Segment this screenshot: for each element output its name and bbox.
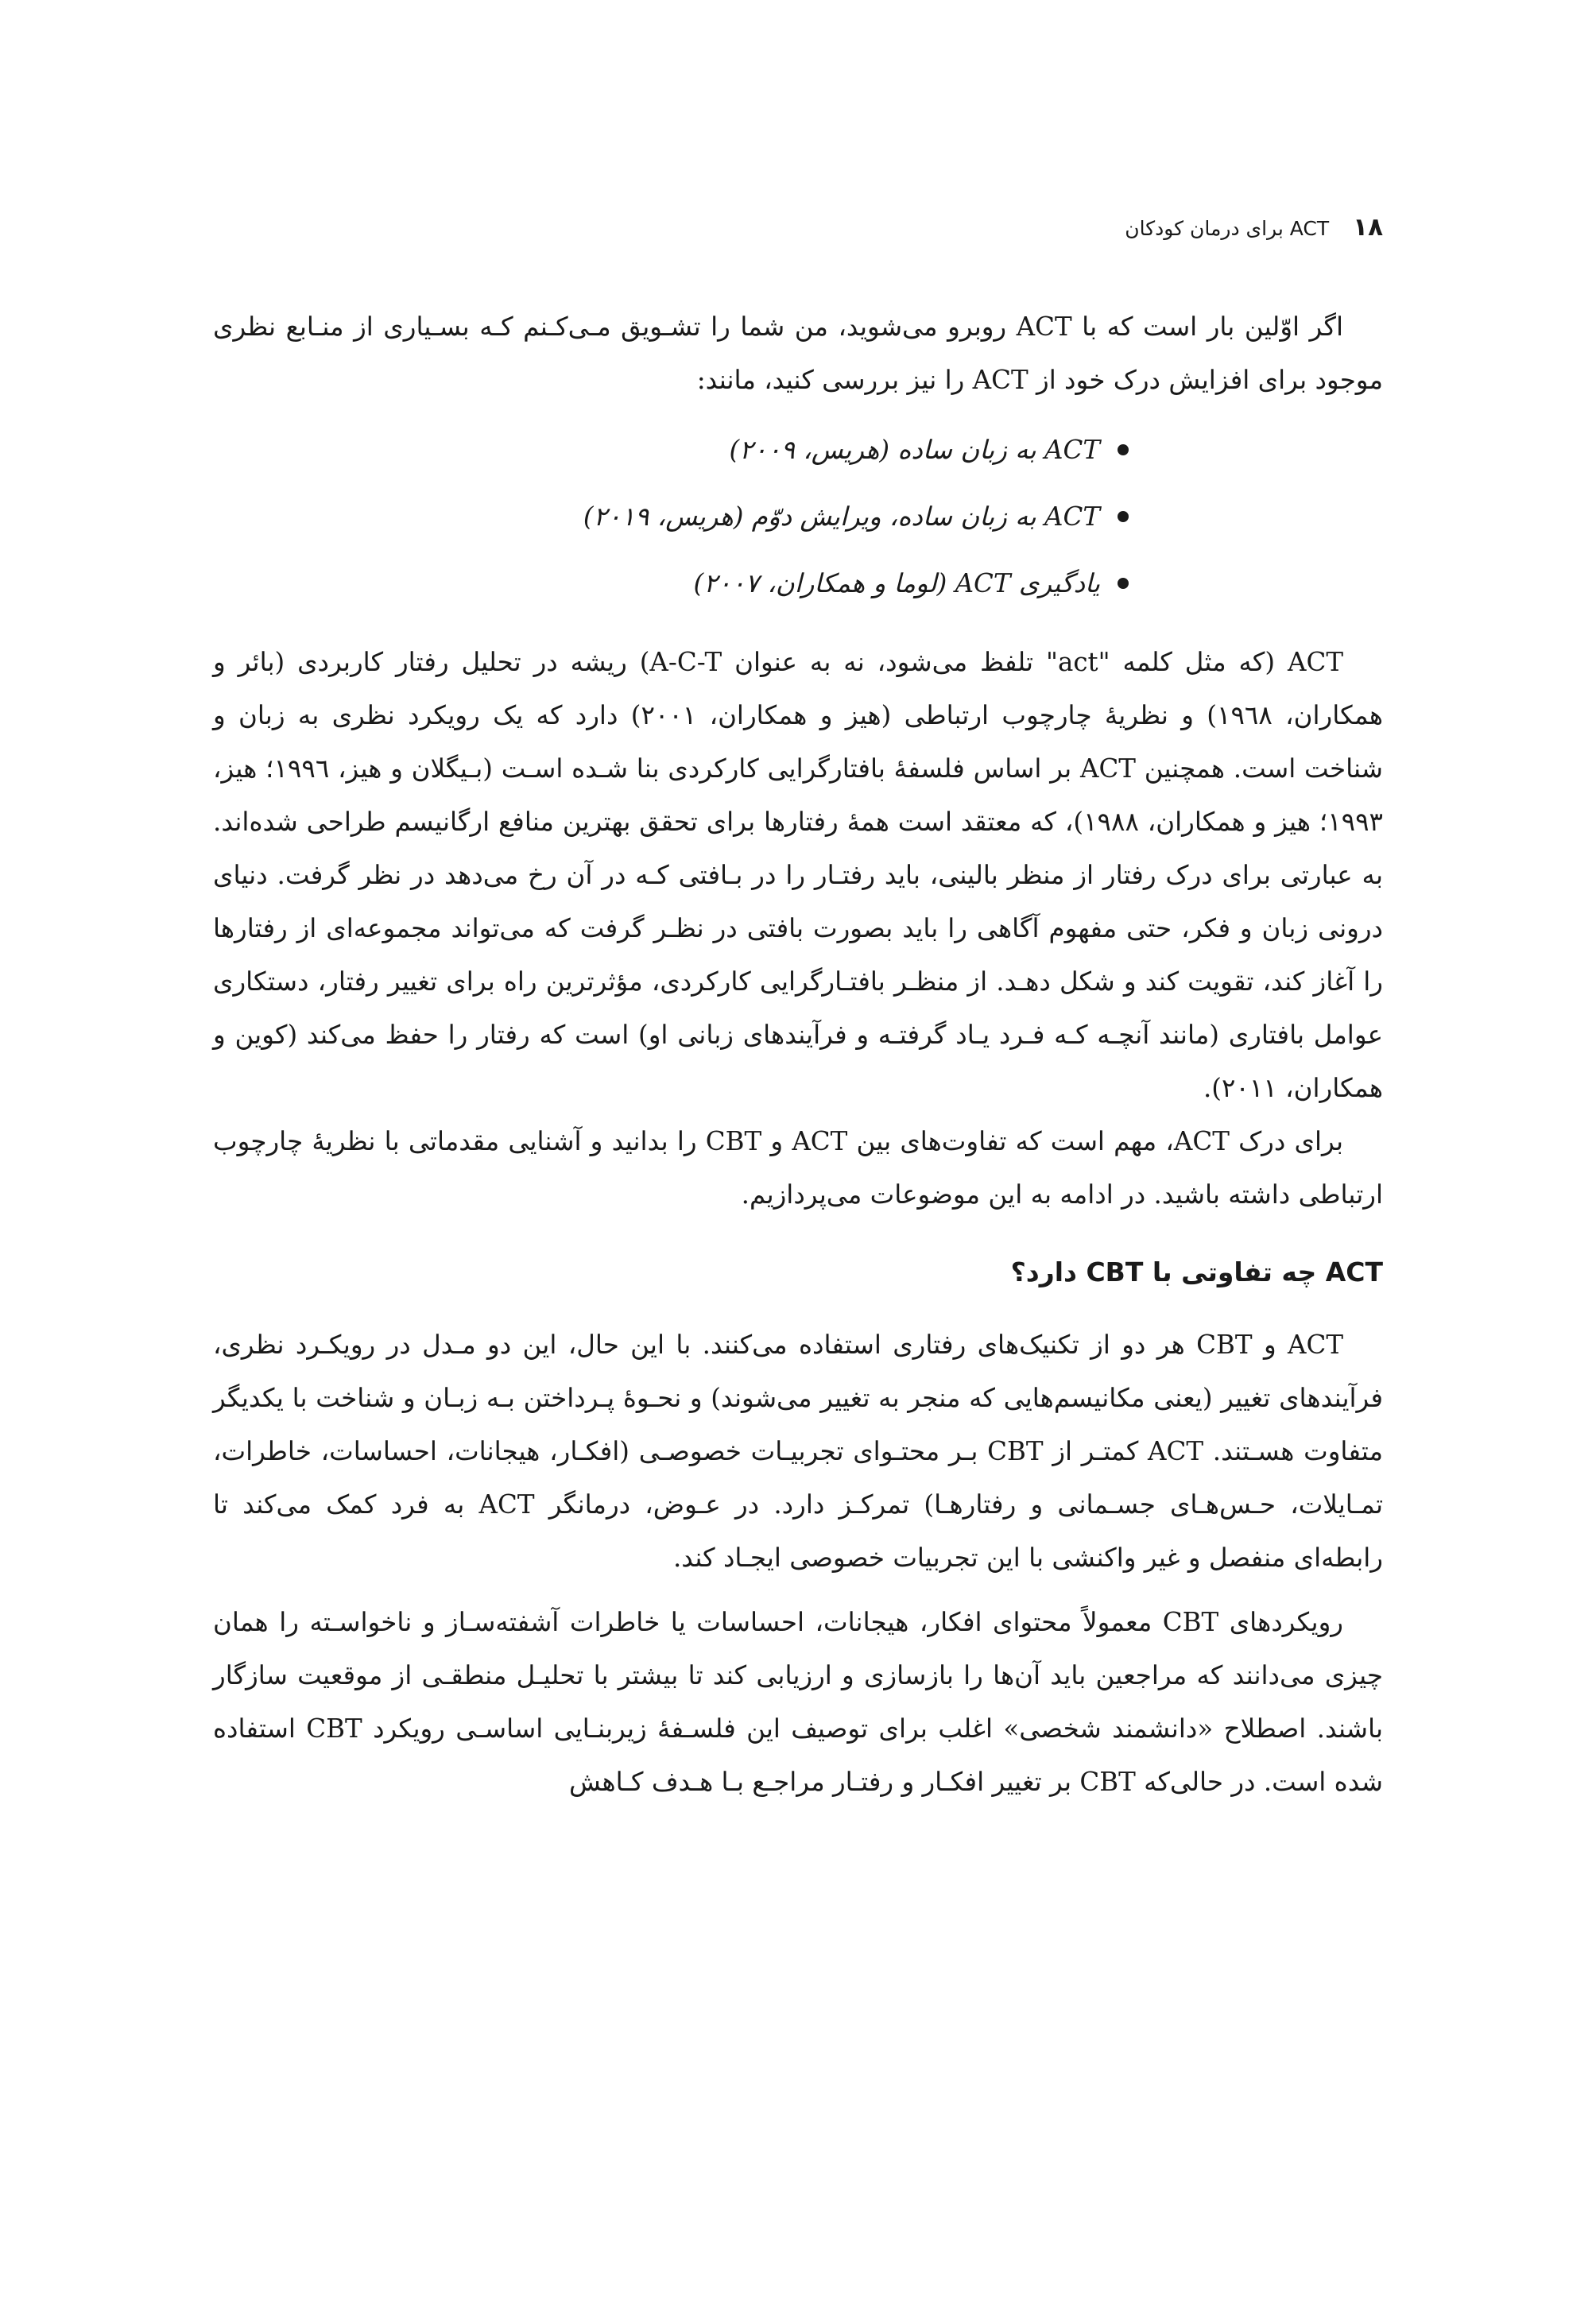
page-number: ۱۸ bbox=[1353, 213, 1383, 242]
act-origins-paragraph: ACT (که مثل کلمه "act" تلفظ می‌شود، نه به عنوان A-C-T) ریشه در تحلیل رفتار کاربردی (بائر و همکاران، ۱۹٦۸) و نظریهٔ چارچوب ارتباطی (هیز و همکاران، ۲۰۰۱) دارد که یک رویکرد نظری به زبان و شناخت است. همچنین ACT بر اساس فلسفهٔ بافتارگرایی کارکردی بنا شـده اسـت (بـیگلان و هیز، ۱۹۹٦؛ هیز، ۱۹۹۳؛ هیز و همکاران، ۱۹۸۸)، که معتقد است همهٔ رفتارها برای تحقق بهترین منافع ارگانیسم طراحی شده‌اند. به عبارتی برای درک رفتار از منظر بالینی، باید رفتـار را در بـافتی کـه در آن رخ می‌دهد در نظر گرفت. دنیای درونی زبان و فکر، حتی مفهوم آگاهی را باید بصورت بافتی در نظـر گرفت که می‌تواند مجموعه‌ای از رفتارها را آغاز کند، تقویت کند و شکل دهـد. از منظـر بافتـارگرایی کارکردی، مؤثرترین راه برای تغییر رفتار، دستکاری عوامل بافتاری (مانند آنچـه کـه فـرد یـاد گرفتـه و فرآیندهای زبانی او) است که رفتار را حفظ می‌کند (کوین و همکاران، ۲۰۱۱). bbox=[213, 647, 1384, 1103]
page-body bbox=[213, 300, 1383, 1809]
reference-item bbox=[213, 483, 1129, 550]
section-heading: ACT چه تفاوتی با CBT دارد؟ bbox=[1010, 1256, 1383, 1287]
reference-list bbox=[213, 416, 1383, 617]
reference-text: ACT به زبان ساده، ویرایش دوّم (هریس، ۲۰۱۹) bbox=[583, 501, 1100, 532]
cbt-approach-paragraph: رویکردهای CBT معمولاً محتوای افکار، هیجانات، احساسات یا خاطرات آشفته‌سـاز و ناخواسـته را همان چیزی می‌دانند که مراجعین باید آن‌ها را بازسازی و ارزیابی کند تا بیشتر با تحلیـل منطقـی از موقعیت سازگار باشند. اصطلاح «دانشمند شخصی» اغلب برای توصیف این فلسـفهٔ زیربنـایی اساسـی رویکرد CBT استفاده شده است. در حالی‌که CBT بر تغییر افکـار و رفتـار مراجـع بـا هـدف کـاهش bbox=[213, 1607, 1383, 1797]
bullet-icon bbox=[1118, 511, 1129, 522]
bullet-icon bbox=[1118, 578, 1129, 589]
act-cbt-comparison-paragraph: ACT و CBT هر دو از تکنیک‌های رفتاری استفاده می‌کنند. با این حال، این دو مـدل در رویکـرد نظری، فرآیندهای تغییر (یعنی مکانیسم‌هایی که منجر به تغییر می‌شوند) و نحـوهٔ پـرداختن بـه زبـان و شناخت با یکدیگر متفاوت هسـتند. ACT کمتـر از CBT بـر محتـوای تجربیـات خصوصـی (افکـار، هیجانات، احساسات، خاطرات، تمـایلات، حـس‌هـای جسـمانی و رفتارهـا) تمرکـز دارد. در عـوض، درمانگر ACT به فرد کمک می‌کند تا رابطه‌ای منفصل و غیر واکنشی با این تجربیات خصوصی ایجـاد کند. bbox=[213, 1330, 1383, 1573]
running-head bbox=[1125, 213, 1383, 242]
intro-paragraph: اگر اوّلین بار است که با ACT روبرو می‌شوید، من شما را تشـویق مـی‌کـنم کـه بسـیاری از منـابع نظری موجود برای افزایش درک خود از ACT را نیز بررسی کنید، مانند: bbox=[213, 312, 1383, 395]
reference-text: یادگیری ACT (لوما و همکاران، ۲۰۰۷) bbox=[693, 567, 1100, 598]
bullet-icon bbox=[1118, 444, 1129, 455]
reference-item bbox=[213, 550, 1129, 617]
act-cbt-intro-paragraph: برای درک ACT، مهم است که تفاوت‌های بین ACT و CBT را بدانید و آشنایی مقدماتی با نظریهٔ چارچوب ارتباطی داشته باشید. در ادامه به این موضوعات می‌پردازیم. bbox=[213, 1126, 1383, 1210]
running-head-title: ACT برای درمان کودکان bbox=[1125, 217, 1330, 240]
reference-text: ACT به زبان ساده (هریس، ۲۰۰۹) bbox=[729, 434, 1100, 465]
reference-item bbox=[213, 416, 1129, 483]
